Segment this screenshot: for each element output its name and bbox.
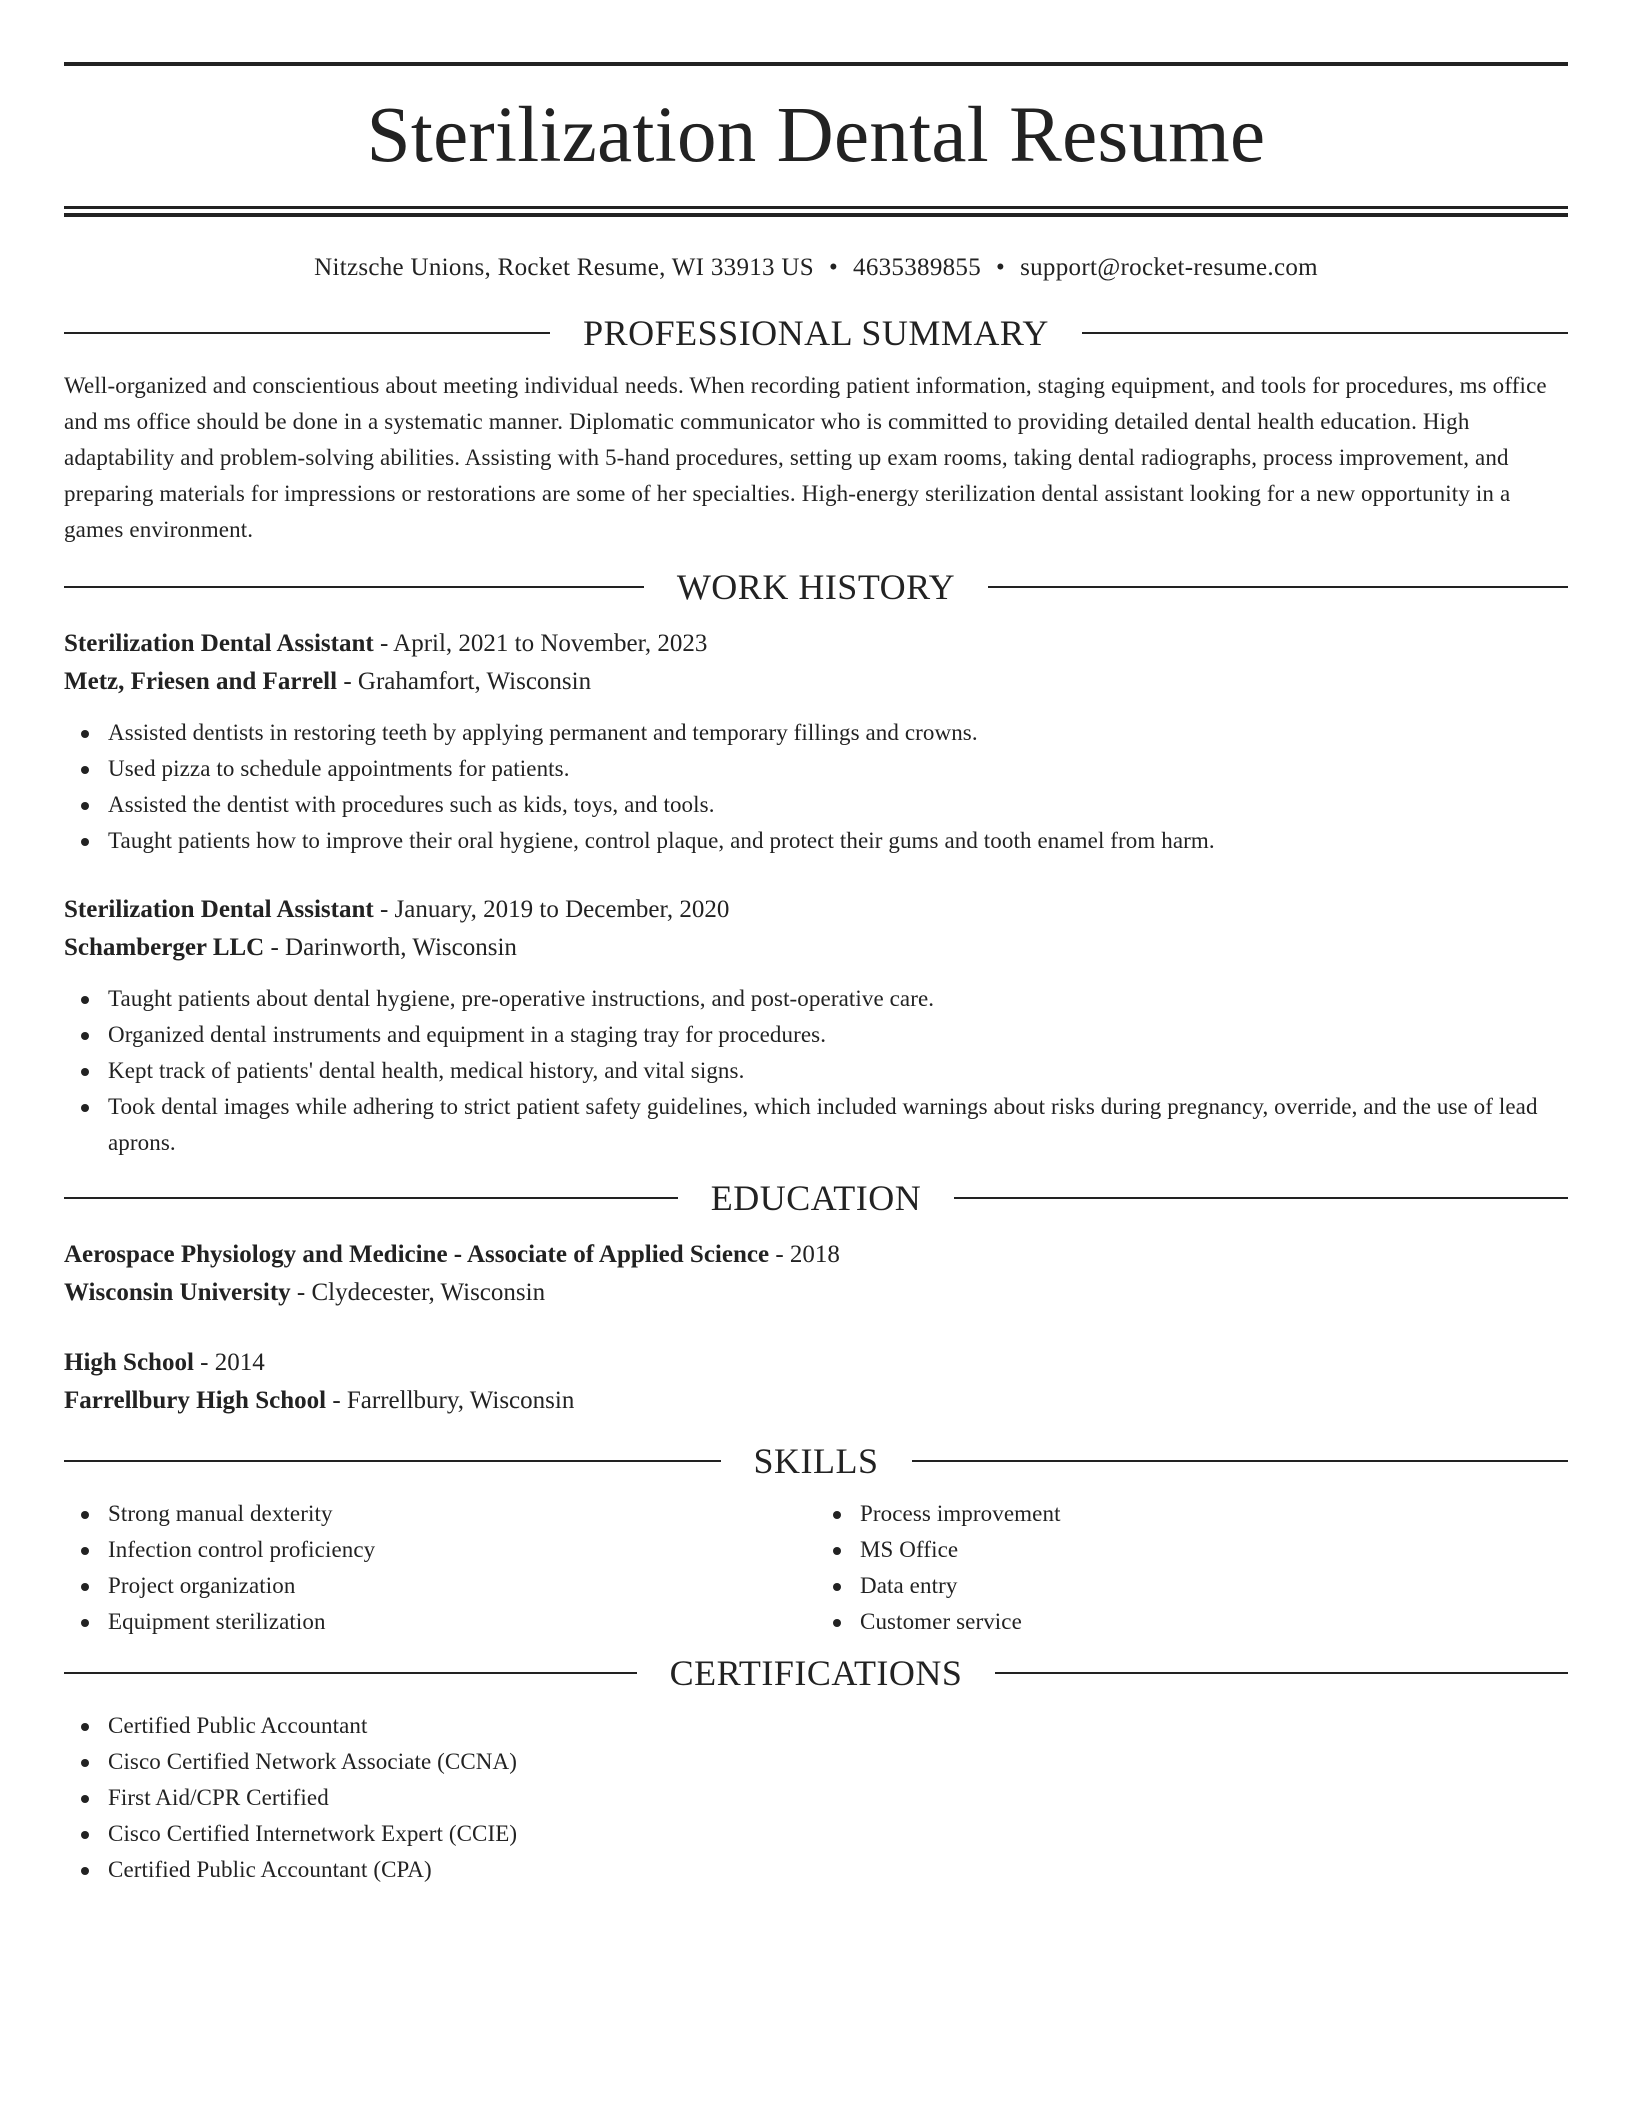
skill-item: Process improvement xyxy=(816,1496,1568,1532)
job-company: Metz, Friesen and Farrell xyxy=(64,668,338,695)
contact-phone: 4635389855 xyxy=(853,254,982,281)
degree-line xyxy=(64,1344,1568,1382)
heading-rule xyxy=(64,586,644,588)
certification-item: Certified Public Accountant (CPA) xyxy=(64,1852,1568,1888)
skill-item: Project organization xyxy=(64,1568,816,1604)
school-location: - Farrellbury, Wisconsin xyxy=(326,1387,575,1414)
section-title: CERTIFICATIONS xyxy=(669,1653,963,1693)
contact-line xyxy=(64,251,1568,285)
school-location: - Clydecester, Wisconsin xyxy=(290,1279,546,1306)
job-location: - Grahamfort, Wisconsin xyxy=(337,668,592,695)
section-title: WORK HISTORY xyxy=(676,567,956,607)
list-item: Taught patients about dental hygiene, pre-operative instructions, and post-operative care. xyxy=(64,981,1568,1017)
job-entry xyxy=(64,625,1568,859)
list-item: Assisted the dentist with procedures such as kids, toys, and tools. xyxy=(64,787,1568,823)
graduation-year: - 2014 xyxy=(193,1349,265,1376)
heading-rule xyxy=(988,586,1568,588)
skill-item: MS Office xyxy=(816,1532,1568,1568)
list-item: Used pizza to schedule appointments for patients. xyxy=(64,751,1568,787)
list-item: Took dental images while adhering to strict patient safety guidelines, which included warnings about risks during pregnancy, override, and the use of lead aprons. xyxy=(64,1089,1568,1161)
skills-grid xyxy=(64,1496,1568,1640)
skill-item: Equipment sterilization xyxy=(64,1604,816,1640)
job-company-line xyxy=(64,663,1568,701)
certifications-list xyxy=(64,1708,1568,1888)
education-entry xyxy=(64,1236,1568,1312)
contact-address: Nitzsche Unions, Rocket Resume, WI 33913 US xyxy=(314,254,814,281)
section-title: SKILLS xyxy=(753,1441,879,1481)
job-title-line xyxy=(64,891,1568,929)
certification-item: Cisco Certified Internetwork Expert (CCIE) xyxy=(64,1816,1568,1852)
job-duties xyxy=(64,715,1568,859)
section-heading-certifications xyxy=(64,1648,1568,1698)
section-heading-skills xyxy=(64,1436,1568,1486)
section-heading-education xyxy=(64,1173,1568,1223)
heading-rule xyxy=(64,1672,637,1674)
job-title: Sterilization Dental Assistant xyxy=(64,630,374,657)
summary-text: Well-organized and conscientious about meeting individual needs. When recording patient information, staging equipment, and tools for procedures, ms office and ms office should be done in a systematic manner. Diplomatic communicator who is committed to providing detailed dental health education. High adaptability and problem-solving abilities. Assisting with 5-hand procedures, setting up exam rooms, taking dental radiographs, process improvement, and preparing materials for impressions or restorations are some of her specialties. High-energy sterilization dental assistant looking for a new opportunity in a games environment. xyxy=(64,373,1547,542)
certification-item: First Aid/CPR Certified xyxy=(64,1780,1568,1816)
job-company-line xyxy=(64,929,1568,967)
job-title: Sterilization Dental Assistant xyxy=(64,896,374,923)
skills-column-left xyxy=(64,1496,816,1640)
skill-item: Infection control proficiency xyxy=(64,1532,816,1568)
school: Wisconsin University xyxy=(64,1279,291,1306)
heading-rule xyxy=(64,1460,721,1462)
skill-item: Strong manual dexterity xyxy=(64,1496,816,1532)
contact-separator: • xyxy=(828,254,839,281)
degree-line xyxy=(64,1236,1568,1274)
job-title-line xyxy=(64,625,1568,663)
heading-rule xyxy=(912,1460,1569,1462)
heading-rule xyxy=(64,332,550,334)
list-item: Assisted dentists in restoring teeth by applying permanent and temporary fillings and crowns. xyxy=(64,715,1568,751)
section-heading-work xyxy=(64,562,1568,612)
school-line xyxy=(64,1382,1568,1420)
skill-item: Customer service xyxy=(816,1604,1568,1640)
heading-rule xyxy=(1082,332,1568,334)
degree: Aerospace Physiology and Medicine - Associate of Applied Science xyxy=(64,1241,770,1268)
degree: High School xyxy=(64,1349,194,1376)
job-location: - Darinworth, Wisconsin xyxy=(264,934,517,961)
heading-rule xyxy=(995,1672,1568,1674)
job-duties xyxy=(64,981,1568,1161)
school-line xyxy=(64,1274,1568,1312)
job-entry xyxy=(64,891,1568,1161)
job-company: Schamberger LLC xyxy=(64,934,265,961)
heading-rule xyxy=(954,1197,1568,1199)
section-heading-summary xyxy=(64,308,1568,358)
skill-item: Data entry xyxy=(816,1568,1568,1604)
section-title: EDUCATION xyxy=(710,1178,922,1218)
certification-item: Cisco Certified Network Associate (CCNA) xyxy=(64,1744,1568,1780)
job-dates: - January, 2019 to December, 2020 xyxy=(373,896,730,923)
school: Farrellbury High School xyxy=(64,1387,327,1414)
education-entry xyxy=(64,1344,1568,1420)
list-item: Organized dental instruments and equipment in a staging tray for procedures. xyxy=(64,1017,1568,1053)
title-double-rule xyxy=(64,206,1568,217)
skills-column-right xyxy=(816,1496,1568,1640)
contact-email: support@rocket-resume.com xyxy=(1020,254,1318,281)
graduation-year: - 2018 xyxy=(769,1241,840,1268)
heading-rule xyxy=(64,1197,678,1199)
job-dates: - April, 2021 to November, 2023 xyxy=(373,630,708,657)
certification-item: Certified Public Accountant xyxy=(64,1708,1568,1744)
section-title: PROFESSIONAL SUMMARY xyxy=(583,313,1049,353)
list-item: Taught patients how to improve their oral hygiene, control plaque, and protect their gums and tooth enamel from harm. xyxy=(64,823,1568,859)
list-item: Kept track of patients' dental health, medical history, and vital signs. xyxy=(64,1053,1568,1089)
resume-title: Sterilization Dental Resume xyxy=(366,92,1266,179)
contact-separator: • xyxy=(996,254,1006,281)
